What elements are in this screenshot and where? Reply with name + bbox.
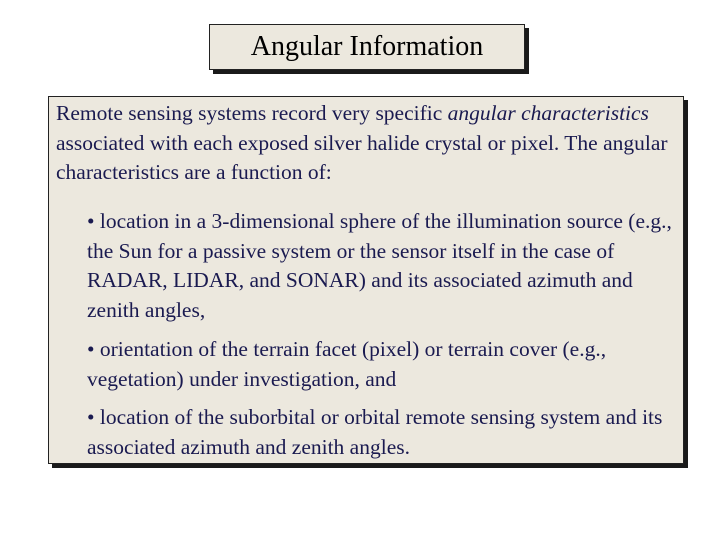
bullet-sensor-location: • location of the suborbital or orbital remote sensing system and its associated azimuth and zenith angles. <box>87 405 663 459</box>
intro-paragraph <box>56 99 676 188</box>
slide-title: Angular Information <box>250 31 484 62</box>
bullet-terrain-orientation: • orientation of the terrain facet (pixel) or terrain cover (e.g., vegetation) under investigation, and <box>87 337 607 391</box>
intro-text-start: Remote sensing systems record very specific <box>56 101 448 125</box>
slide-title-box <box>209 24 525 70</box>
intro-emphasis: angular characteristics <box>447 101 649 125</box>
content-box <box>48 96 684 464</box>
intro-text-end: associated with each exposed silver halide crystal or pixel. The angular characteristics are a function of: <box>56 130 668 184</box>
bullet-illumination-source: • location in a 3-dimensional sphere of the illumination source (e.g., the Sun for a passive system or the sensor itself in the case of RADAR, LIDAR, and SONAR) and its associated azimuth and zenith angles, <box>87 209 672 322</box>
